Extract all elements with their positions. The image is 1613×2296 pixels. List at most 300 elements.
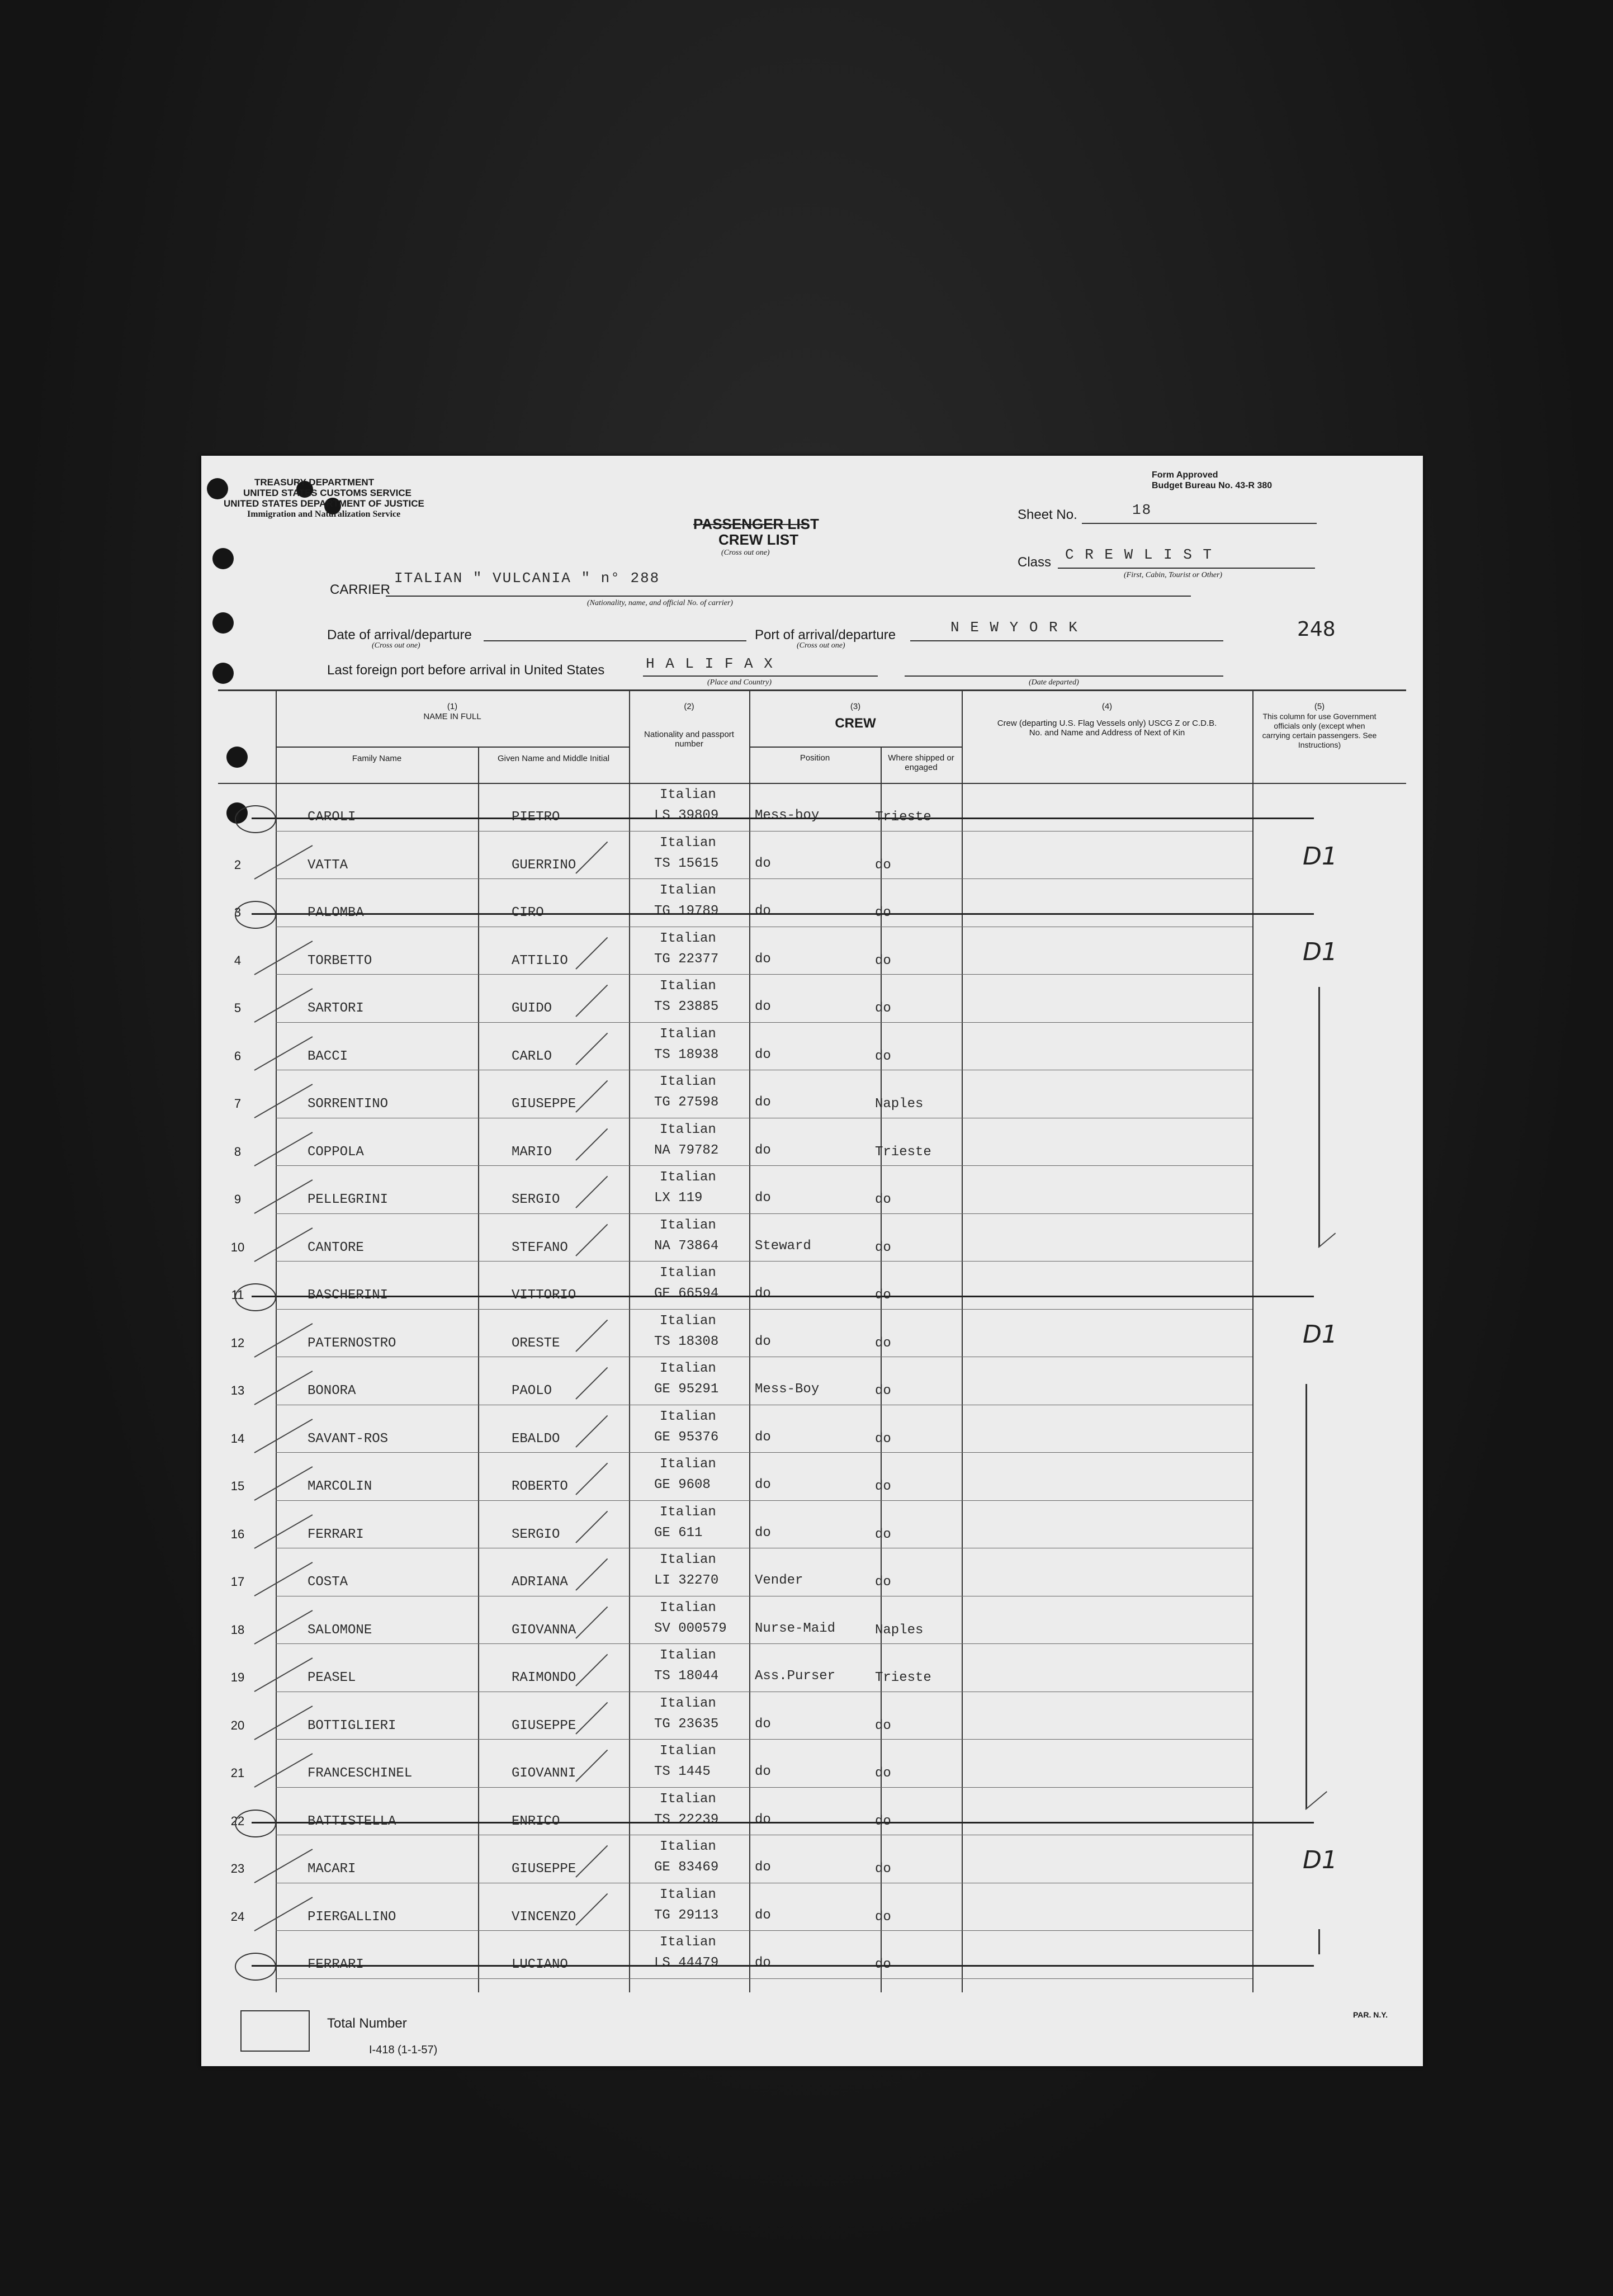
passport-cell: GE 66594 (654, 1286, 719, 1301)
check-mark (575, 1128, 608, 1160)
check-mark (254, 845, 313, 880)
shipped-cell: do (875, 1431, 891, 1447)
row-number: 13 (230, 1383, 245, 1397)
col4-number: (4) (1101, 702, 1113, 711)
last-port-label: Last foreign port before arrival in United States (327, 663, 605, 678)
position-cell: do (755, 999, 771, 1014)
shipped-cell: Trieste (875, 1144, 931, 1160)
given-name-cell: ORESTE (512, 1335, 560, 1351)
row-rule (276, 1213, 1252, 1214)
stamp-number: 248 (1297, 618, 1336, 641)
row-rule (276, 1787, 1252, 1788)
official-mark: D1 (1303, 1846, 1337, 1874)
table-top-rule (218, 689, 1406, 691)
row-rule (276, 1022, 1252, 1023)
given-name-cell: VINCENZO (512, 1909, 576, 1925)
check-mark (254, 1179, 313, 1214)
col3-number: (3) (850, 702, 861, 711)
passport-cell: GE 95376 (654, 1429, 719, 1445)
row-rule (276, 1500, 1252, 1501)
family-name-cell: COPPOLA (308, 1144, 364, 1160)
position-cell: Mess-Boy (755, 1382, 820, 1397)
carrier-line (386, 596, 1191, 597)
circle-mark (235, 1953, 276, 1981)
family-name-cell: SAVANT-ROS (308, 1431, 389, 1447)
header-subrule (749, 747, 962, 748)
position-cell: do (755, 1334, 771, 1349)
date-departed-line (905, 675, 1223, 677)
sheet-line (1082, 523, 1317, 524)
shipped-cell: do (875, 1288, 891, 1303)
carrier-label: CARRIER (330, 582, 391, 597)
position-cell: do (755, 1907, 771, 1923)
given-name-cell: GIUSEPPE (512, 1718, 576, 1733)
port-hint: (Cross out one) (797, 641, 845, 650)
punch-hole (212, 663, 234, 684)
nationality-cell: Italian (660, 787, 716, 802)
title-passenger-list: PASSENGER LIST (693, 516, 819, 532)
check-mark (254, 1227, 313, 1262)
nationality-cell: Italian (660, 1791, 716, 1807)
carrier-value: ITALIAN " VULCANIA " n° 288 (394, 570, 660, 587)
carrier-hint: (Nationality, name, and official No. of carrier) (587, 599, 733, 607)
family-name-cell: PELLEGRINI (308, 1192, 389, 1207)
check-mark (575, 1176, 608, 1208)
check-mark (575, 1606, 608, 1638)
family-name-cell: SARTORI (308, 1001, 364, 1016)
punch-hole (226, 747, 248, 768)
passport-cell: LX 119 (654, 1190, 703, 1206)
passport-cell: GE 9608 (654, 1477, 711, 1492)
check-mark (254, 941, 313, 975)
check-mark (575, 1080, 608, 1113)
port-value: N E W Y O R K (950, 619, 1079, 636)
passport-cell: GE 611 (654, 1525, 703, 1541)
position-cell: do (755, 1190, 771, 1206)
passport-cell: TG 27598 (654, 1095, 719, 1110)
row-rule (276, 878, 1252, 879)
given-name-cell: LUCIANO (512, 1957, 568, 1972)
row-rule (276, 974, 1252, 975)
nationality-cell: Italian (660, 1074, 716, 1089)
family-name-cell: CAROLI (308, 810, 356, 825)
nationality-cell: Italian (660, 1457, 716, 1472)
check-mark (254, 1419, 313, 1453)
shipped-cell: do (875, 1527, 891, 1542)
row-number: 19 (230, 1670, 245, 1684)
position-cell: do (755, 856, 771, 871)
given-name-cell: CIRO (512, 905, 544, 920)
position-cell: do (755, 1477, 771, 1492)
nationality-cell: Italian (660, 1648, 716, 1663)
strikeout-line (252, 913, 1314, 915)
header-bottom-rule (218, 783, 1406, 784)
row-number: 18 (230, 1622, 245, 1637)
circle-mark (235, 1283, 276, 1311)
position-cell: do (755, 1860, 771, 1875)
position-cell: do (755, 1716, 771, 1732)
official-mark: D1 (1303, 1320, 1337, 1349)
circle-mark (235, 901, 276, 929)
check-mark (575, 1654, 608, 1686)
row-rule (276, 1309, 1252, 1310)
approval-line-2: Budget Bureau No. 43-R 380 (1152, 481, 1273, 490)
check-mark (575, 1223, 608, 1256)
given-name-cell: EBALDO (512, 1431, 560, 1447)
col-rule (276, 689, 277, 1992)
row-number: 23 (230, 1862, 245, 1875)
shipped-heading: Where shipped or engaged (888, 753, 954, 772)
given-name-cell: ATTILIO (512, 953, 568, 969)
given-name-cell: RAIMONDO (512, 1670, 576, 1685)
dept-line-4: Immigration and Naturalization Service (247, 509, 401, 519)
passport-cell: TG 23635 (654, 1716, 719, 1732)
nationality-cell: Italian (660, 1313, 716, 1329)
family-name-cell: CANTORE (308, 1240, 364, 1255)
shipped-cell: do (875, 857, 891, 873)
strikeout-line (252, 1965, 1314, 1967)
bracket-tick (1305, 1791, 1327, 1810)
check-mark (254, 1466, 313, 1501)
crew-list-form (201, 456, 1423, 2066)
nationality-cell: Italian (660, 835, 716, 851)
row-number: 24 (230, 1909, 245, 1924)
shipped-cell: Naples (875, 1622, 924, 1638)
sheet-label: Sheet No. (1018, 507, 1077, 522)
nationality-cell: Italian (660, 1695, 716, 1711)
row-number: 1 (234, 810, 242, 824)
nationality-cell: Italian (660, 1552, 716, 1567)
given-name-cell: GIOVANNA (512, 1622, 576, 1638)
shipped-cell: Trieste (875, 1670, 931, 1685)
family-name-cell: BACCI (308, 1048, 348, 1064)
position-cell: Ass.Purser (755, 1669, 836, 1684)
check-mark (575, 1510, 608, 1543)
strikeout-line (252, 1296, 1314, 1297)
position-cell: do (755, 1525, 771, 1541)
given-name-cell: SERGIO (512, 1192, 560, 1207)
row-number: 6 (234, 1048, 242, 1063)
position-cell: Steward (755, 1238, 811, 1254)
nationality-cell: Italian (660, 979, 716, 994)
position-cell: do (755, 1955, 771, 1971)
shipped-cell: do (875, 1957, 891, 1972)
given-name-cell: PAOLO (512, 1383, 552, 1399)
row-rule (276, 1739, 1252, 1740)
given-name-cell: GIOVANNI (512, 1766, 576, 1781)
position-cell: do (755, 1047, 771, 1062)
given-name-cell: ADRIANA (512, 1575, 568, 1590)
family-name-cell: BASCHERINI (308, 1288, 389, 1303)
position-cell: do (755, 1095, 771, 1110)
passport-cell: TG 29113 (654, 1907, 719, 1923)
check-mark (254, 1897, 313, 1931)
passport-cell: TS 18308 (654, 1334, 719, 1349)
check-mark (254, 1514, 313, 1549)
check-mark (575, 1319, 608, 1352)
passport-cell: TS 22239 (654, 1812, 719, 1827)
sheet-value: 18 (1132, 502, 1152, 518)
shipped-cell: do (875, 1766, 891, 1781)
row-number: 2 (234, 857, 242, 872)
passport-cell: NA 79782 (654, 1142, 719, 1158)
family-name-cell: FRANCESCHINEL (308, 1766, 413, 1781)
row-number: 10 (230, 1240, 245, 1254)
check-mark (254, 1610, 313, 1645)
approval-line-1: Form Approved (1152, 470, 1218, 480)
check-mark (254, 1706, 313, 1740)
family-name-heading: Family Name (352, 754, 402, 763)
shipped-cell: do (875, 1001, 891, 1016)
port-line (910, 640, 1223, 641)
date-line (484, 640, 746, 641)
family-name-cell: FERRARI (308, 1957, 364, 1972)
shipped-cell: do (875, 1192, 891, 1207)
row-number: 11 (231, 1288, 244, 1302)
row-number: 21 (230, 1766, 245, 1780)
bracket-line (1318, 987, 1320, 1247)
dept-line-1: TREASURY DEPARTMENT (254, 477, 375, 488)
given-name-cell: CARLO (512, 1048, 552, 1064)
col5-title: This column for use Government officials only (except when carrying certain passengers. See Instructions) (1262, 712, 1377, 749)
nationality-cell: Italian (660, 1744, 716, 1759)
row-number: 9 (234, 1192, 242, 1206)
last-port-value: H A L I F A X (646, 655, 774, 672)
family-name-cell: BOTTIGLIERI (308, 1718, 396, 1733)
check-mark (575, 1845, 608, 1878)
family-name-cell: MARCOLIN (308, 1479, 372, 1494)
row-number: 12 (230, 1335, 245, 1350)
nationality-cell: Italian (660, 1122, 716, 1137)
row-number: 15 (230, 1479, 245, 1493)
check-mark (575, 985, 608, 1017)
position-cell: do (755, 1429, 771, 1445)
given-name-cell: GUERRINO (512, 857, 576, 873)
nationality-cell: Italian (660, 1887, 716, 1902)
nationality-cell: Italian (660, 1026, 716, 1042)
last-port-line (643, 675, 878, 677)
row-number: 17 (230, 1575, 245, 1589)
check-mark (575, 1032, 608, 1065)
row-number: 4 (234, 953, 242, 967)
total-number-label: Total Number (327, 2016, 407, 2031)
position-cell: do (755, 904, 771, 919)
col4-title: Crew (departing U.S. Flag Vessels only) USCG Z or C.D.B. No. and Name and Address of Next of Kin (997, 719, 1217, 738)
family-name-cell: BATTISTELLA (308, 1813, 396, 1829)
nationality-cell: Italian (660, 1600, 716, 1615)
check-mark (254, 1849, 313, 1883)
position-cell: do (755, 951, 771, 967)
check-mark (254, 988, 313, 1023)
passport-cell: LS 39809 (654, 808, 719, 823)
nationality-cell: Italian (660, 1409, 716, 1424)
family-name-cell: PATERNOSTRO (308, 1335, 396, 1351)
family-name-cell: COSTA (308, 1575, 348, 1590)
date-departed-hint: (Date departed) (1029, 678, 1079, 687)
row-rule (276, 1165, 1252, 1166)
check-mark (254, 1323, 313, 1358)
class-label: Class (1018, 555, 1052, 570)
position-heading: Position (800, 753, 830, 763)
given-name-cell: MARIO (512, 1144, 552, 1160)
passport-cell: TS 1445 (654, 1764, 711, 1779)
class-hint: (First, Cabin, Tourist or Other) (1124, 571, 1223, 579)
family-name-cell: PALOMBA (308, 905, 364, 920)
dept-line-2: UNITED STATES CUSTOMS SERVICE (243, 488, 412, 498)
punch-hole (207, 478, 228, 499)
family-name-cell: FERRARI (308, 1527, 364, 1542)
check-mark (254, 1036, 313, 1071)
shipped-cell: Trieste (875, 810, 931, 825)
row-rule (276, 1643, 1252, 1644)
col5-number: (5) (1314, 702, 1325, 711)
shipped-cell: do (875, 1862, 891, 1877)
passport-cell: TG 19789 (654, 904, 719, 919)
shipped-cell: do (875, 1909, 891, 1925)
nationality-cell: Italian (660, 1935, 716, 1950)
passport-cell: TS 23885 (654, 999, 719, 1014)
shipped-cell: do (875, 1383, 891, 1399)
nationality-cell: Italian (660, 1361, 716, 1376)
check-mark (575, 1893, 608, 1925)
passport-cell: TS 18044 (654, 1669, 719, 1684)
family-name-cell: SORRENTINO (308, 1097, 389, 1112)
passport-cell: GE 83469 (654, 1860, 719, 1875)
punch-hole (212, 548, 234, 569)
strikeout-line (252, 1822, 1314, 1823)
row-rule (276, 1978, 1252, 1979)
check-mark (575, 1702, 608, 1734)
printer-mark: PAR. N.Y. (1353, 2010, 1388, 2019)
row-number: 5 (234, 1001, 242, 1015)
port-label: Port of arrival/departure (755, 627, 896, 642)
shipped-cell: do (875, 1479, 891, 1494)
passport-cell: NA 73864 (654, 1238, 719, 1254)
check-mark (254, 1132, 313, 1166)
title-strikeout (693, 524, 808, 525)
family-name-cell: PEASEL (308, 1670, 356, 1685)
shipped-cell: do (875, 953, 891, 969)
check-mark (254, 1657, 313, 1692)
col-rule (962, 689, 963, 1992)
check-mark (575, 1463, 608, 1495)
circle-mark (235, 805, 276, 833)
given-name-cell: GUIDO (512, 1001, 552, 1016)
position-cell: do (755, 1812, 771, 1827)
check-mark (575, 1750, 608, 1782)
shipped-cell: do (875, 1813, 891, 1829)
family-name-cell: PIERGALLINO (308, 1909, 396, 1925)
row-rule (276, 1930, 1252, 1931)
passport-cell: SV 000579 (654, 1621, 727, 1636)
col2-number: (2) (684, 702, 694, 711)
position-cell: do (755, 1286, 771, 1301)
position-cell: Mess-boy (755, 808, 820, 823)
col-rule (749, 689, 750, 1992)
nationality-cell: Italian (660, 1265, 716, 1281)
row-number: 16 (230, 1527, 245, 1541)
col3-title: CREW (835, 716, 876, 731)
family-name-cell: VATTA (308, 857, 348, 873)
row-rule (276, 831, 1252, 832)
row-number: 8 (234, 1144, 242, 1159)
row-number: 20 (230, 1718, 245, 1732)
circle-mark (235, 1810, 276, 1837)
row-rule (276, 1452, 1252, 1453)
position-cell: Nurse-Maid (755, 1621, 836, 1636)
dept-line-3: UNITED STATES DEPARTMENT OF JUSTICE (224, 498, 424, 509)
given-name-cell: ROBERTO (512, 1479, 568, 1494)
passport-cell: TS 15615 (654, 856, 719, 871)
family-name-cell: MACARI (308, 1862, 356, 1877)
check-mark (254, 1084, 313, 1118)
check-mark (575, 1558, 608, 1591)
shipped-cell: do (875, 1048, 891, 1064)
position-cell: do (755, 1142, 771, 1158)
check-mark (575, 841, 608, 873)
given-name-heading: Given Name and Middle Initial (497, 754, 610, 763)
family-name-cell: BONORA (308, 1383, 356, 1399)
col-rule (478, 747, 479, 1992)
shipped-cell: do (875, 905, 891, 920)
given-name-cell: VITTORIO (512, 1288, 576, 1303)
header-subrule (276, 747, 629, 748)
row-number: 3 (234, 905, 242, 919)
col-rule (881, 747, 882, 1992)
nationality-cell: Italian (660, 1839, 716, 1854)
official-mark: D1 (1303, 842, 1337, 871)
bracket-line (1318, 1929, 1320, 1954)
class-line (1058, 568, 1315, 569)
col2-title: Nationality and passport number (644, 730, 734, 749)
given-name-cell: STEFANO (512, 1240, 568, 1255)
date-hint: (Cross out one) (372, 641, 420, 650)
passport-cell: TG 22377 (654, 951, 719, 967)
shipped-cell: do (875, 1335, 891, 1351)
punch-hole (212, 612, 234, 634)
row-number: 14 (230, 1431, 245, 1445)
date-label: Date of arrival/departure (327, 627, 472, 642)
given-name-cell: ENRICO (512, 1813, 560, 1829)
row-rule (276, 1261, 1252, 1262)
col-rule (629, 689, 630, 1992)
check-mark (575, 1367, 608, 1400)
check-mark (575, 937, 608, 969)
shipped-cell: do (875, 1718, 891, 1733)
family-name-cell: TORBETTO (308, 953, 372, 969)
passport-cell: LI 32270 (654, 1573, 719, 1588)
passport-cell: GE 95291 (654, 1382, 719, 1397)
row-number: 7 (234, 1097, 242, 1111)
col1-number: (1) (447, 702, 458, 711)
title-hint: (Cross out one) (721, 549, 770, 557)
form-number: I-418 (1-1-57) (369, 2044, 438, 2056)
nationality-cell: Italian (660, 930, 716, 946)
shipped-cell: do (875, 1575, 891, 1590)
official-mark: D1 (1303, 937, 1337, 966)
family-name-cell: SALOMONE (308, 1622, 372, 1638)
check-mark (575, 1415, 608, 1447)
check-mark (254, 1562, 313, 1596)
check-mark (254, 1753, 313, 1788)
given-name-cell: SERGIO (512, 1527, 560, 1542)
position-cell: do (755, 1764, 771, 1779)
position-cell: Vender (755, 1573, 803, 1588)
given-name-cell: GIUSEPPE (512, 1097, 576, 1112)
total-number-box (240, 2010, 310, 2052)
nationality-cell: Italian (660, 883, 716, 898)
given-name-cell: PIETRO (512, 810, 560, 825)
